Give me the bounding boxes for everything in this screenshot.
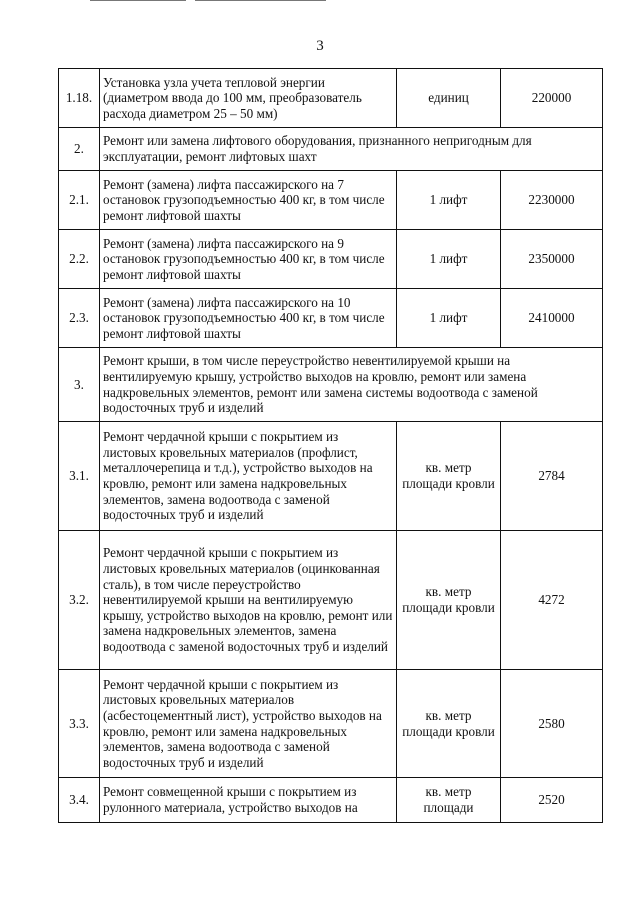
row-unit: единиц (397, 69, 501, 128)
row-description: Ремонт (замена) лифта пассажирского на 9 остановок грузоподъемностью 400 кг, в том числе ремонт лифтовой шахты (100, 230, 397, 289)
row-price: 2410000 (501, 289, 603, 348)
row-number: 3.4. (59, 778, 100, 823)
table-row (59, 230, 603, 289)
rates-table (58, 68, 603, 823)
row-price: 2350000 (501, 230, 603, 289)
row-unit: кв. метр площади кровли (397, 531, 501, 670)
row-number: 2.1. (59, 171, 100, 230)
table-section-row (59, 128, 603, 171)
top-rule-right (195, 0, 326, 1)
row-price: 2230000 (501, 171, 603, 230)
table-section-row (59, 348, 603, 422)
table-row (59, 670, 603, 778)
row-number: 3. (59, 348, 100, 422)
row-unit: кв. метр площади кровли (397, 670, 501, 778)
page-number: 3 (316, 38, 324, 54)
row-price: 2520 (501, 778, 603, 823)
row-unit: кв. метр площади кровли (397, 422, 501, 531)
row-description: Ремонт чердачной крыши с покрытием из листовых кровельных материалов (оцинкованная сталь), в том числе переустройство невентилируемой крыши на вентилируемую крышу, устройство выходов на кровлю, ремонт или замена надкровельных элементов, замена водоотвода с заменой водосточных труб и изделий (100, 531, 397, 670)
row-number: 2.3. (59, 289, 100, 348)
row-number: 3.3. (59, 670, 100, 778)
table-row (59, 422, 603, 531)
section-title: Ремонт или замена лифтового оборудования, признанного непригодным для эксплуатации, ремонт лифтовых шахт (100, 128, 603, 171)
table-row (59, 778, 603, 823)
row-number: 3.2. (59, 531, 100, 670)
row-description: Ремонт (замена) лифта пассажирского на 7 остановок грузоподъемностью 400 кг, в том числе ремонт лифтовой шахты (100, 171, 397, 230)
row-price: 2580 (501, 670, 603, 778)
row-description: Ремонт (замена) лифта пассажирского на 10 остановок грузоподъемностью 400 кг, в том числе ремонт лифтовой шахты (100, 289, 397, 348)
table-row (59, 289, 603, 348)
row-unit: 1 лифт (397, 171, 501, 230)
row-description: Ремонт чердачной крыши с покрытием из листовых кровельных материалов (асбестоцементный лист), устройство выходов на кровлю, ремонт или замена надкровельных элементов, замена водоотвода с заменой водосточных труб и изделий (100, 670, 397, 778)
row-description: Ремонт совмещенной крыши с покрытием из рулонного материала, устройство выходов на (100, 778, 397, 823)
table-row (59, 69, 603, 128)
row-price: 2784 (501, 422, 603, 531)
row-unit: 1 лифт (397, 230, 501, 289)
top-rule-left (90, 0, 186, 1)
row-description: Установка узла учета тепловой энергии (диаметром ввода до 100 мм, преобразователь расхода диаметром 25 – 50 мм) (100, 69, 397, 128)
row-number: 1.18. (59, 69, 100, 128)
table-row (59, 531, 603, 670)
row-number: 3.1. (59, 422, 100, 531)
row-number: 2. (59, 128, 100, 171)
section-title: Ремонт крыши, в том числе переустройство невентилируемой крыши на вентилируемую крышу, устройство выходов на кровлю, ремонт или замена надкровельных элементов, ремонт или замена системы водоотвода с заменой водосточных труб и изделий (100, 348, 603, 422)
row-unit: кв. метр площади (397, 778, 501, 823)
row-price: 220000 (501, 69, 603, 128)
row-number: 2.2. (59, 230, 100, 289)
row-unit: 1 лифт (397, 289, 501, 348)
row-description: Ремонт чердачной крыши с покрытием из листовых кровельных материалов (профлист, металлочерепица и т.д.), устройство выходов на кровлю, ремонт или замена надкровельных элементов, замена водоотвода с заменой водосточных труб и изделий (100, 422, 397, 531)
table-row (59, 171, 603, 230)
row-price: 4272 (501, 531, 603, 670)
